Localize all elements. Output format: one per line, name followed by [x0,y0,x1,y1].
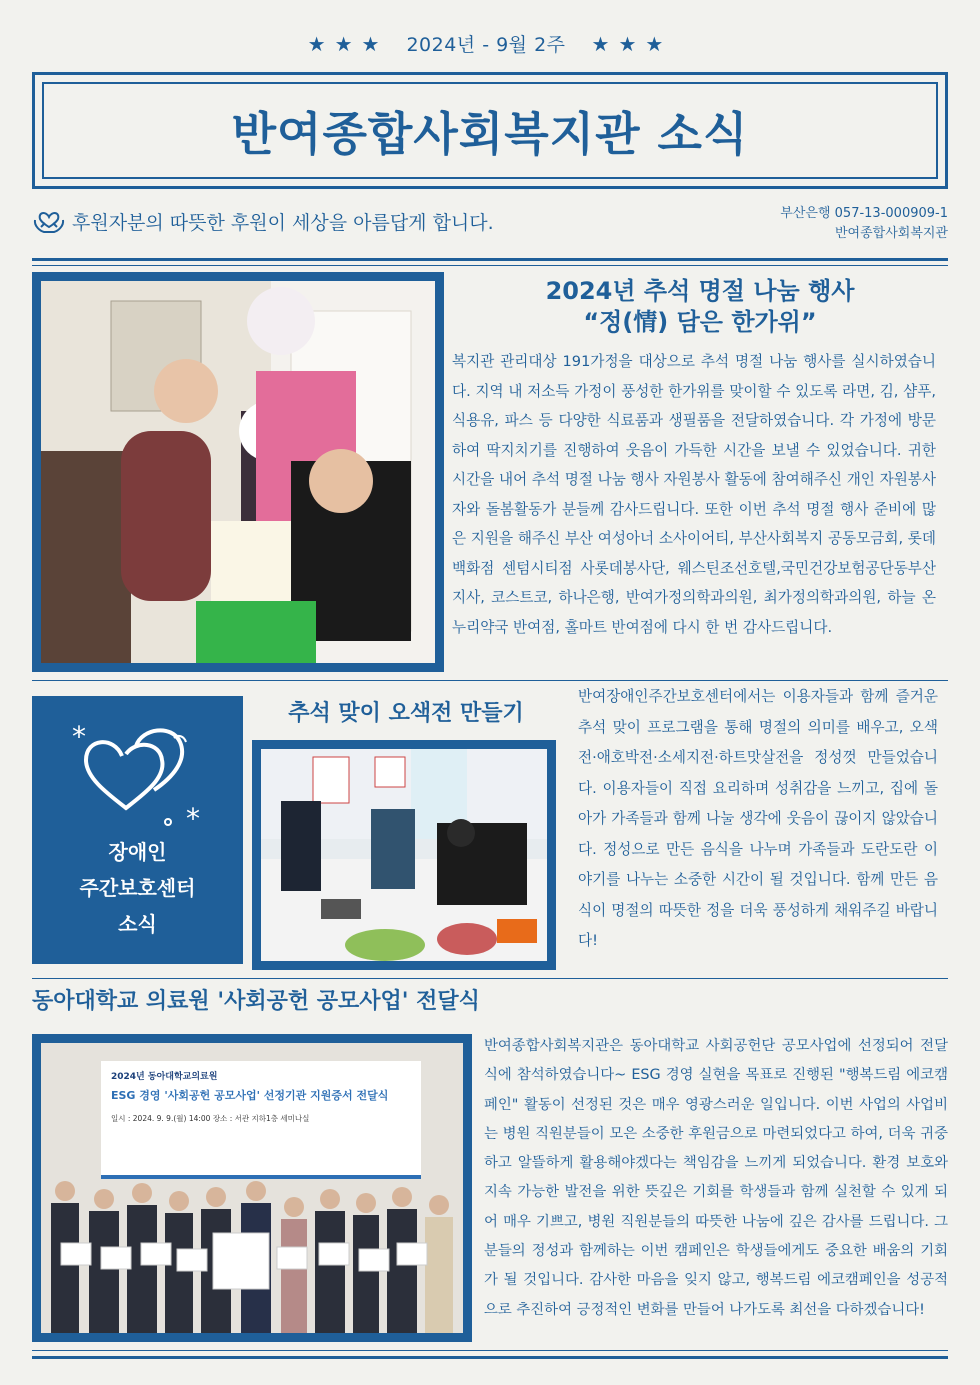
star-icons-left: ★★★ [307,32,389,56]
day-care-label-line2: 주간보호센터 [79,876,196,900]
star-icons-right: ★★★ [591,32,673,56]
divider [32,1356,948,1359]
svg-text:*: * [186,802,200,830]
ceremony-banner-line3: 일시 : 2024. 9. 9.(월) 14:00 장소 : 서관 지하1층 세미나실 [111,1114,310,1123]
bank-account-number: 부산은행 057-13-000909-1 [780,206,948,221]
donation-account [780,204,948,244]
article1-body: 복지관 관리대상 191가정을 대상으로 추석 명절 나눔 행사를 실시하였습니다. 지역 내 저소득 가정이 풍성한 한가위를 맞이할 수 있도록 라면, 김, 샴푸, 식용유, 파스 등 다양한 식료품과 생필품을 전달하였습니다. 각 가정에 방문하여 딱지치기를 진행하여 웃음이 가득한 시간을 보낼 수 있었습니다. 귀한 시간을 내어 추석 명절 나눔 행사 자원봉사 활동에 참여해주신 개인 자원봉사자와 돌봄활동가 분들께 감사드립니다. 또한 이번 추석 명절 행사 준비에 많은 지원을 해주신 부산 여성아너 소사이어티, 부산사회복지 공동모금회, 롯데백화점 센텀시티점 사롯데봉사단, 웨스틴조선호텔,국민건강보험공단동부산지사, 코스트코, 하나은행, 반여가정의학과의원, 최가정의학과의원, 하늘 온누리약국 반여점, 홀마트 반여점에 다시 한 번 감사드립니다. [452,353,936,636]
slogan [32,206,494,236]
ceremony-people-image [41,1043,463,1333]
day-care-center-box [32,696,243,964]
jeon-making-photo [252,740,556,970]
divider [32,258,948,261]
issue-date: 2024년 - 9월 2주 [406,34,566,56]
heart-hands-icon [32,208,66,234]
account-holder: 반여종합사회복지관 [834,226,948,241]
article3-body: 반여종합사회복지관은 동아대학교 사회공헌단 공모사업에 선정되어 전달식에 참석하였습니다~ ESG 경영 실현을 목표로 진행된 "행복드림 에코캠페인" 활동이 선정된 것은 매우 영광스러운 일입니다. 이번 사업의 사업비는 병원 직원분들이 모은 소중한 후원금으로 마련되었다고 하여, 더욱 귀중하고 알뜰하게 활용해야겠다는 책임감을 느끼게 되었습니다. 환경 보호와 지속 가능한 발전을 위한 뜻깊은 기회를 학생들과 함께 실천할 수 있게 되어 매우 기쁘고, 병원 직원분들의 따뜻한 나눔에 깊은 감사를 드립니다. 그분들의 정성과 함께하는 이번 캠페인은 학생들에게도 중요한 배움의 기회가 될 것입니다. 감사한 마음을 잊지 않고, 행복드림 에코캠페인을 성공적으로 추진하여 긍정적인 변화를 만들어 나가도록 최선을 다하겠습니다! [484,1038,948,1318]
donga-ceremony-photo [32,1034,472,1342]
chuseok-sharing-image [41,281,435,663]
slogan-text: 후원자분의 따뜻한 후원이 세상을 아름답게 합니다. [72,211,494,234]
chuseok-sharing-photo [32,272,444,672]
divider [32,265,948,266]
svg-text:*: * [72,720,86,753]
article1-title-line1: 2024년 추석 명절 나눔 행사 [545,277,855,305]
article1-title-line2: “정(情) 담은 한가위” [583,308,817,336]
day-care-label-line1: 장애인 [108,840,167,864]
divider [32,680,948,681]
ceremony-banner-line1: 2024년 동아대학교의료원 [111,1072,218,1082]
jeon-making-image [261,749,547,961]
day-care-center-label [32,834,243,942]
article2-body: 반여장애인주간보호센터에서는 이용자들과 함께 즐거운 추석 맞이 프로그램을 통해 명절의 의미를 배우고, 오색전·애호박전·소세지전·하트맛살전을 정성껏 만들었습니다. 이용자들이 직접 요리하며 성취감을 느끼고, 집에 돌아가 가족들과 함께 나눌 생각에 웃음이 끊이지 않았습니다. 정성으로 만든 음식을 나누며 가족들과 도란도란 이야기를 나누는 소중한 시간이 될 것입니다. 함께 만든 음식이 명절의 따뜻한 정을 더욱 풍성하게 채워주길 바랍니다! [578,688,938,949]
article1-title [452,276,948,338]
page-title: 반여종합사회복지관 소식 [231,106,749,161]
masthead [32,72,948,189]
issue-date-line [0,30,980,57]
two-hearts-icon [64,710,214,830]
ceremony-banner-line2: ESG 경영 '사회공헌 공모사업' 선정기관 지원증서 전달식 [111,1089,389,1102]
divider [32,978,948,979]
divider [32,1350,948,1351]
article2-title: 추석 맞이 오색전 만들기 [288,701,524,726]
article3-title: 동아대학교 의료원 '사회공헌 공모사업' 전달식 [32,989,480,1014]
day-care-label-line3: 소식 [118,912,157,936]
